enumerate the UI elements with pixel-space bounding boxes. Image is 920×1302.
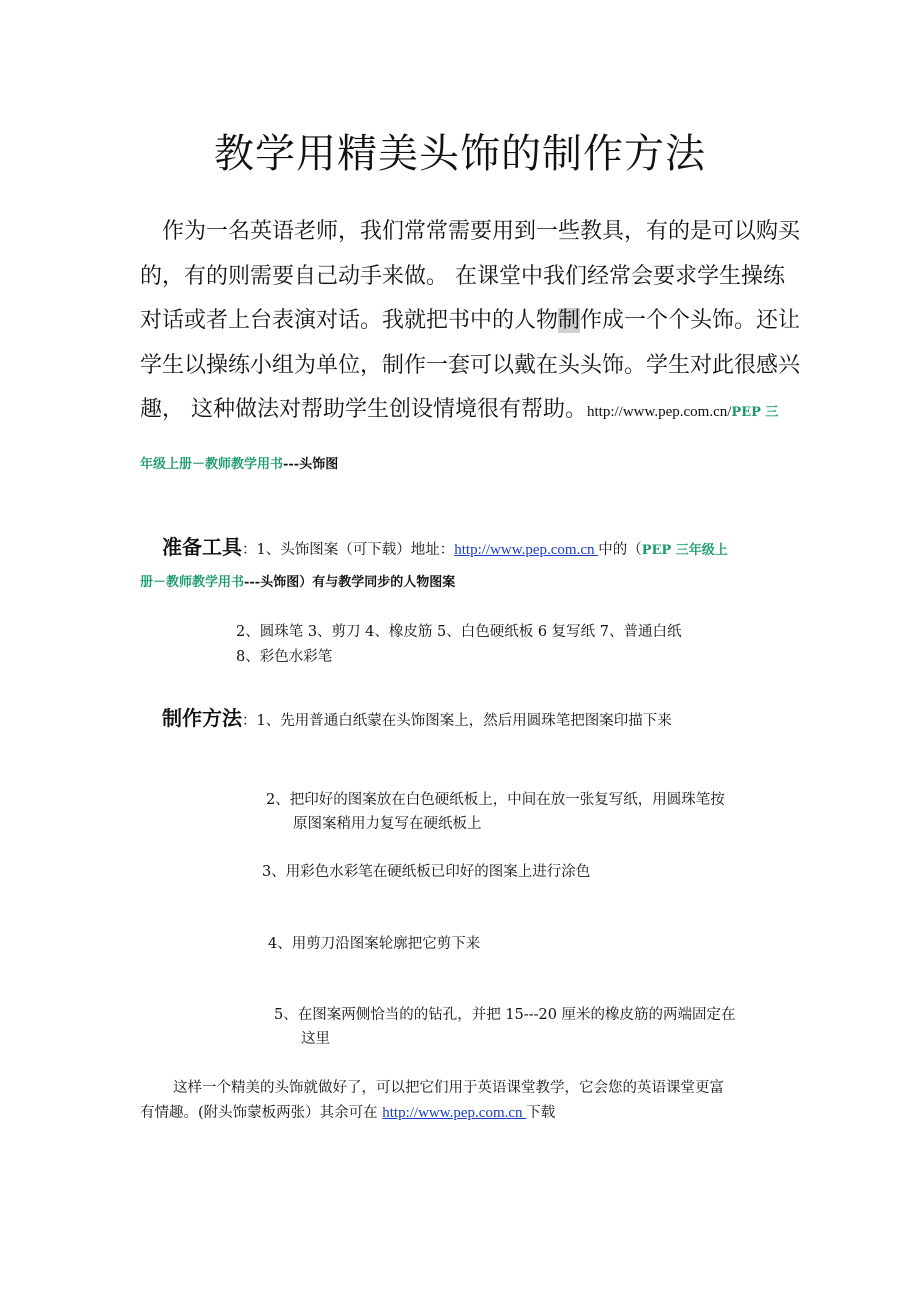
method-step-2-line-2: 原图案稍用力复写在硬纸板上 — [293, 816, 482, 832]
method-section — [162, 702, 672, 731]
method-step-2-line-1: 2、把印好的图案放在白色硬纸板上，中间在放一张复写纸，用圆珠笔按 — [266, 792, 725, 808]
intro-line-3 — [140, 299, 801, 344]
intro-line-3-after: 作成一个个头饰。还让 — [580, 308, 801, 333]
tools-green-book: 册－教师教学用书 — [140, 575, 245, 590]
method-step-4: 4、用剪刀沿图案轮廓把它剪下来 — [268, 936, 481, 952]
page-title: 教学用精美头饰的制作方法 — [214, 131, 706, 177]
intro-line-1: 作为一名英语老师，我们常常需要用到一些教具，有的是可以购买 — [162, 219, 801, 244]
tools-heading: 准备工具 — [162, 535, 242, 559]
tools-green-ref: PEP 三年级上 — [641, 543, 728, 558]
intro-line-5-text: 趣， 这种做法对帮助学生创设情境很有帮助。 — [140, 397, 587, 422]
highlighted-character: 制 — [558, 308, 581, 333]
tools-item-1-prefix: 1、头饰图案（可下载）地址： — [256, 542, 455, 558]
tools-section — [162, 531, 728, 560]
intro-reference-line — [140, 453, 338, 472]
method-colon: ： — [242, 713, 257, 729]
method-heading: 制作方法 — [162, 706, 242, 730]
tools-black-suffix: ---头饰图）有与教学同步的人物图案 — [244, 575, 456, 590]
reference-suffix: ---头饰图 — [283, 457, 339, 472]
intro-line-2: 的，有的则需要自己动手来做。 在课堂中我们经常会要求学生操练 — [140, 263, 785, 289]
tools-item-1-continuation — [140, 571, 455, 590]
closing-text-a: 这样一个精美的头饰就做好了，可以把它们用于英语课堂教学，它会您的英语课堂更富 — [173, 1080, 724, 1096]
method-step-5-line-1: 5、在图案两侧恰当的的钻孔，并把 15---20 厘米的橡皮筋的两端固定在 — [274, 1007, 736, 1023]
closing-text-b: 有情趣。(附头饰蒙板两张）其余可在 — [140, 1105, 383, 1121]
tools-items-line: 2、圆珠笔 3、剪刀 4、橡皮筋 5、白色硬纸板 6 复写纸 7、普通白纸 — [236, 624, 682, 640]
method-step-3: 3、用彩色水彩笔在硬纸板已印好的图案上进行涂色 — [262, 864, 591, 880]
tools-items-line-2: 8、彩色水彩笔 — [236, 649, 333, 665]
closing-paragraph — [140, 1076, 788, 1126]
reference-book-title: 年级上册－教师教学用书 — [140, 457, 284, 472]
method-step-5-line-2: 这里 — [301, 1031, 330, 1047]
tools-item-1-mid: 中的（ — [598, 542, 642, 558]
intro-paragraph — [140, 210, 801, 436]
intro-line-3-before: 对话或者上台表演对话。我就把书中的人物 — [140, 308, 559, 333]
intro-line-4: 学生以操练小组为单位，制作一套可以戴在头头饰。学生对此很感兴 — [140, 352, 801, 378]
download-link[interactable]: http://www.pep.com.cn — [454, 542, 599, 558]
method-step-2 — [266, 788, 796, 836]
method-step-1: 1、先用普通白纸蒙在头饰图案上，然后用圆珠笔把图案印描下来 — [256, 713, 672, 729]
intro-green-ref: PEP 三 — [731, 405, 779, 420]
tools-colon: ： — [242, 542, 257, 558]
method-step-5 — [274, 1003, 794, 1051]
intro-line-5 — [140, 388, 788, 436]
intro-url: http://www.pep.com.cn/ — [587, 404, 732, 420]
closing-text-c: 下载 — [526, 1105, 556, 1121]
closing-link[interactable]: http://www.pep.com.cn — [382, 1105, 527, 1121]
